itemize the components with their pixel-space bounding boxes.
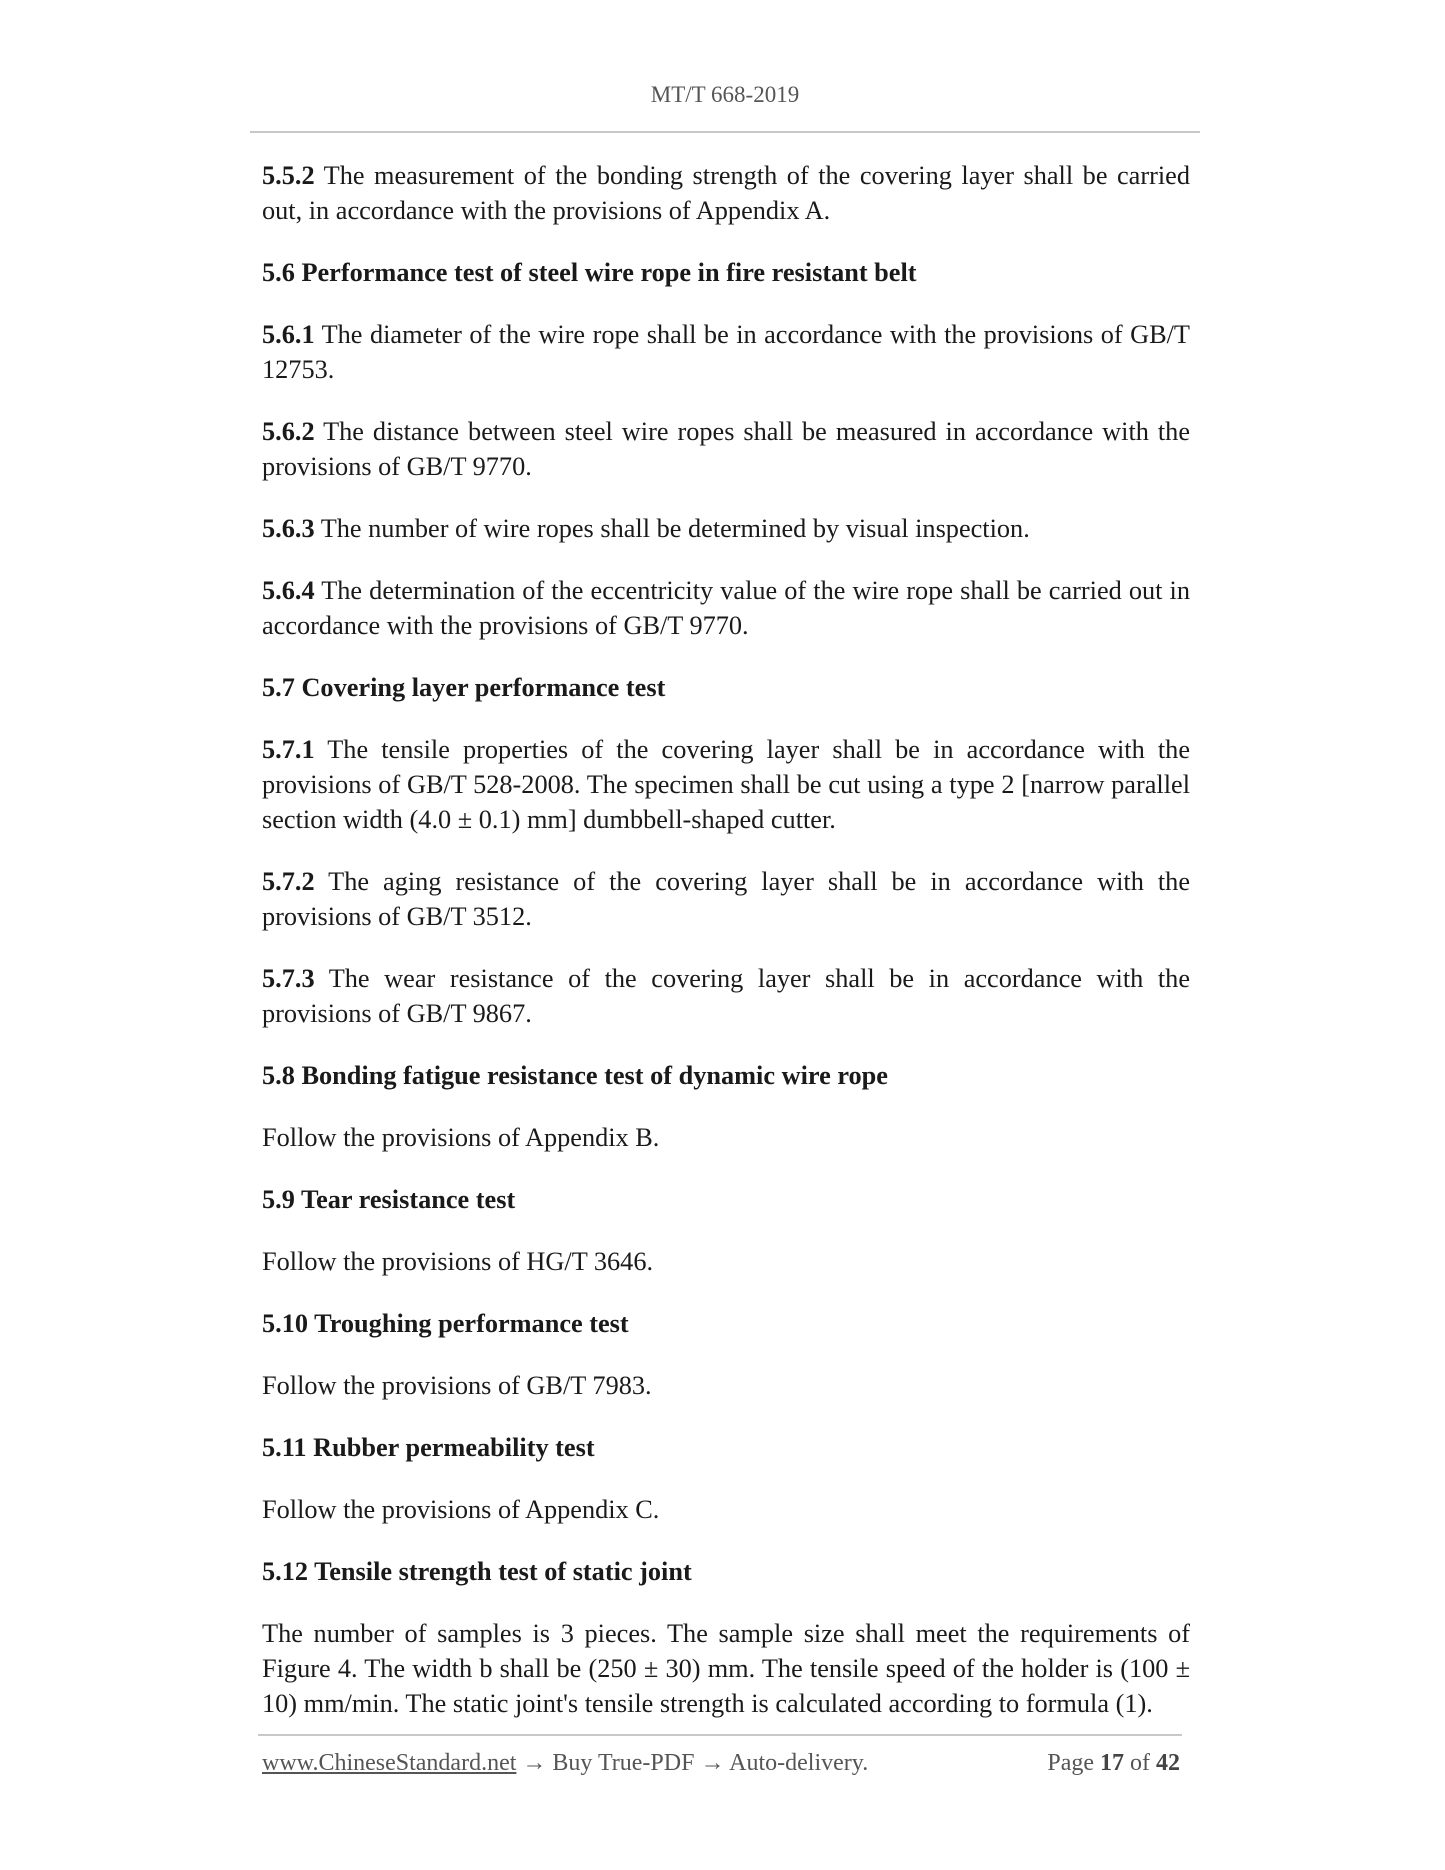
clause-5-5-2 — [262, 158, 1190, 228]
clause-5-6-3 — [262, 511, 1190, 546]
clause-5-6-1 — [262, 317, 1190, 387]
section-heading-5-6: 5.6 Performance test of steel wire rope in fire resistant belt — [262, 258, 917, 287]
section-heading-5-9: 5.9 Tear resistance test — [262, 1185, 516, 1214]
clause-text: The determination of the eccentricity value of the wire rope shall be carried out in accordance with the provisions of GB/T 9770. — [262, 576, 1190, 640]
clause-5-7-3 — [262, 961, 1190, 1031]
clause-number: 5.7.3 — [262, 964, 315, 993]
site-link[interactable]: www.ChineseStandard.net — [262, 1750, 517, 1776]
document-body — [262, 158, 1190, 1748]
paragraph: The number of samples is 3 pieces. The sample size shall meet the requirements of Figure 4. The width b shall be (250 ± 30) mm. The tensile speed of the holder is (100 ± 10) mm/min. The static joint's tensile strength is calculated according to formula (1). — [262, 1619, 1190, 1718]
auto-delivery-text: Auto-delivery. — [729, 1750, 869, 1776]
footer-promo — [262, 1750, 868, 1777]
clause-text: The distance between steel wire ropes shall be measured in accordance with the provisions of GB/T 9770. — [262, 417, 1190, 481]
clause-text: The tensile properties of the covering layer shall be in accordance with the provisions of GB/T 528-2008. The specimen shall be cut using a type 2 [narrow parallel section width (4.0 ± 0.1) mm] dumbbell-shaped cutter. — [262, 735, 1190, 834]
footer-divider — [258, 1734, 1182, 1736]
clause-number: 5.7.1 — [262, 735, 315, 764]
clause-text: The measurement of the bonding strength of the covering layer shall be carried out, in accordance with the provisions of Appendix A. — [262, 161, 1190, 225]
section-heading-5-11: 5.11 Rubber permeability test — [262, 1433, 595, 1462]
page-total: 42 — [1156, 1750, 1180, 1776]
buy-pdf-text: Buy True-PDF — [552, 1750, 695, 1776]
clause-5-7-1 — [262, 732, 1190, 837]
clause-5-6-2 — [262, 414, 1190, 484]
clause-number: 5.6.1 — [262, 320, 315, 349]
arrow-right-icon: → — [516, 1750, 553, 1776]
clause-number: 5.6.2 — [262, 417, 315, 446]
section-heading-5-10: 5.10 Troughing performance test — [262, 1309, 629, 1338]
clause-text: The wear resistance of the covering layer shall be in accordance with the provisions of GB/T 9867. — [262, 964, 1190, 1028]
clause-text: The number of wire ropes shall be determined by visual inspection. — [314, 514, 1030, 543]
paragraph: Follow the provisions of HG/T 3646. — [262, 1247, 654, 1276]
section-heading-5-7: 5.7 Covering layer performance test — [262, 673, 666, 702]
section-heading-5-8: 5.8 Bonding fatigue resistance test of dynamic wire rope — [262, 1061, 888, 1090]
paragraph: Follow the provisions of GB/T 7983. — [262, 1371, 652, 1400]
arrow-right-icon: → — [694, 1750, 730, 1776]
clause-number: 5.6.4 — [262, 576, 315, 605]
clause-number: 5.6.3 — [262, 514, 315, 543]
page-label: Page — [1047, 1750, 1094, 1776]
header-divider — [250, 131, 1200, 133]
page-header: MT/T 668-2019 — [650, 82, 800, 107]
clause-5-6-4 — [262, 573, 1190, 643]
page-number — [1047, 1750, 1180, 1777]
of-label: of — [1130, 1750, 1150, 1776]
clause-text: The diameter of the wire rope shall be in accordance with the provisions of GB/T 12753. — [262, 320, 1190, 384]
page-current: 17 — [1100, 1750, 1124, 1776]
clause-5-7-2 — [262, 864, 1190, 934]
clause-number: 5.5.2 — [262, 161, 315, 190]
paragraph: Follow the provisions of Appendix C. — [262, 1495, 660, 1524]
clause-number: 5.7.2 — [262, 867, 315, 896]
clause-text: The aging resistance of the covering layer shall be in accordance with the provisions of GB/T 3512. — [262, 867, 1190, 931]
paragraph: Follow the provisions of Appendix B. — [262, 1123, 660, 1152]
section-heading-5-12: 5.12 Tensile strength test of static joint — [262, 1557, 692, 1586]
